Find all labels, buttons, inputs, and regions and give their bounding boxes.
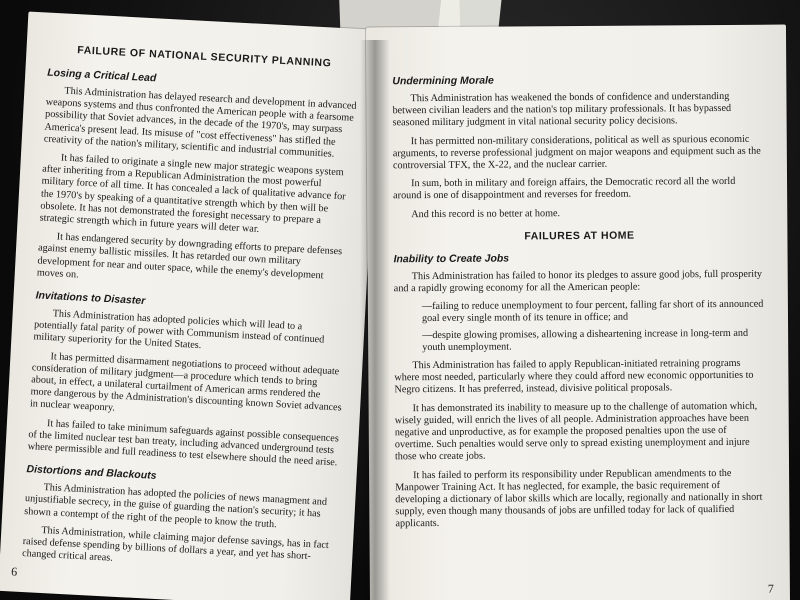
paragraph: This Administration has adopted policies which will lead to a potentially fatal parity of power with Communism instead of continued military superiority for the United States.	[33, 308, 325, 352]
section-invitations-to-disaster	[27, 289, 347, 469]
section-distortions-and-blackouts	[22, 463, 339, 576]
paragraph: This Administration has adopted the policies of news managment and unjustifiable secrecy, in the guise of guarding the nation's security; it has shown a contempt of the right of the people to know the truth.	[24, 482, 328, 530]
page-title: FAILURE OF NATIONAL SECURITY PLANNING	[77, 44, 332, 70]
section-inability-to-create-jobs	[394, 251, 768, 531]
section-heading: Distortions and Blackouts	[26, 463, 157, 483]
left-page-content	[0, 12, 380, 600]
list-item: —failing to reduce unemployment to four percent, falling far short of its announced goal every single month of its tenure in office; and	[421, 298, 764, 325]
paragraph: This Administration has failed to honor its pledges to assure good jobs, full prosperity and a rapidly growing economy for all the American people:	[393, 268, 763, 295]
paragraph: It has failed to take minimum safeguards against possible consequences of the limited nuclear test ban treaty, including advanced underground tests where permissible and full readiness to test elsewhere should the need arise.	[27, 417, 340, 469]
bullet-list	[422, 299, 766, 354]
paragraph: It has permitted non-military considerations, political as well as spurious economic arguments, to reverse professional judgment on major weapons and equipment such as the controversial TFX, the X-22, and the nuclear carrier.	[392, 133, 761, 172]
left-page	[0, 12, 380, 600]
paragraph: This Administration has failed to apply Republican-initiated retraining programs where most needed, particularly where they could afford new economic opportunities to Negro citizens. It has preferred, instead, divisive political proposals.	[394, 357, 754, 396]
section-heading: Undermining Morale	[392, 74, 494, 88]
open-booklet	[0, 20, 800, 600]
section-losing-critical-lead	[36, 67, 359, 296]
paragraph: It has endangered security by downgrading efforts to prepare defenses against enemy ballistic missiles. It has retarded our own military development for near and outer space, while the enemy's development moves on.	[36, 231, 343, 282]
section-heading: Invitations to Disaster	[35, 289, 146, 308]
paragraph: It has permitted disarmament negotiations to proceed without adequate consideration of military judgment—a procedure which tends to bring about, in effect, a unilateral curtailment of American arms rendered the more dangerous by the Administration's discounting known Soviet advances in nuclear weaponry.	[29, 350, 342, 415]
section-undermining-morale	[392, 73, 765, 221]
paragraph: It has failed to originate a single new major strategic weapons system after inheriting from a Republican Administration the most powerful military force of all time. It has concealed a lack of qualitative advance for the 1970's by speaking of a quantitative strength which by then will be obsolete. It has not demonstrated the foresight necessary to prepare a strategic strength which in future years will deter war.	[39, 152, 346, 235]
paragraph: It has failed to perform its responsibility under Republican amendments to the Manpower Training Act. It has neglected, for example, the basic requirement of developing a dictionary of labor skills which are locally, regionally and nationally in short supply, even though many thousands of jobs are unfilled today for lack of qualified applicants.	[395, 467, 763, 530]
paragraph: It has demonstrated its inability to measure up to the challenge of automation which, wisely guided, will enrich the lives of all people. Administration approaches have been negative and unproductive, as for example the proposed penalties upon the use of overtime. Such penalties would serve only to spread existing unemployment and injure those who create jobs.	[394, 400, 758, 463]
right-page	[366, 25, 790, 600]
failures-at-home-title: FAILURES AT HOME	[524, 229, 635, 243]
list-item: —despite glowing promises, allowing a disheartening increase in long-term and youth unemployment.	[422, 327, 749, 353]
paragraph: This Administration has delayed research and development in advanced weapons systems and thus confronted the American people with a fearsome possibility that Soviet advances, in the decade of the 1970's, may surpass America's present lead. Its misuse of "cost effectiveness" has stifled the creativity of the nation's military, scientific and industrial communities.	[43, 85, 357, 160]
section-heading: Losing a Critical Lead	[46, 66, 157, 85]
page-number: 7	[767, 581, 774, 596]
section-heading: Inability to Create Jobs	[393, 252, 510, 266]
paragraph: This Administration, while claiming major defense savings, has in fact raised defense spending by billions of dollars a year, and yet has short-changed critical areas.	[21, 524, 329, 565]
right-page-content	[366, 25, 790, 600]
paragraph: And this record is no better at home.	[411, 207, 561, 220]
page-number: 6	[10, 564, 18, 579]
paragraph: In sum, both in military and foreign affairs, the Democratic record all the world around is one of disappointment and reverses for freedom.	[393, 176, 736, 202]
paragraph: This Administration has weakened the bonds of confidence and understanding between civilian leaders and the nation's top military professionals. It has bypassed seasoned military judgment in vital national security policy decisions.	[392, 90, 732, 129]
